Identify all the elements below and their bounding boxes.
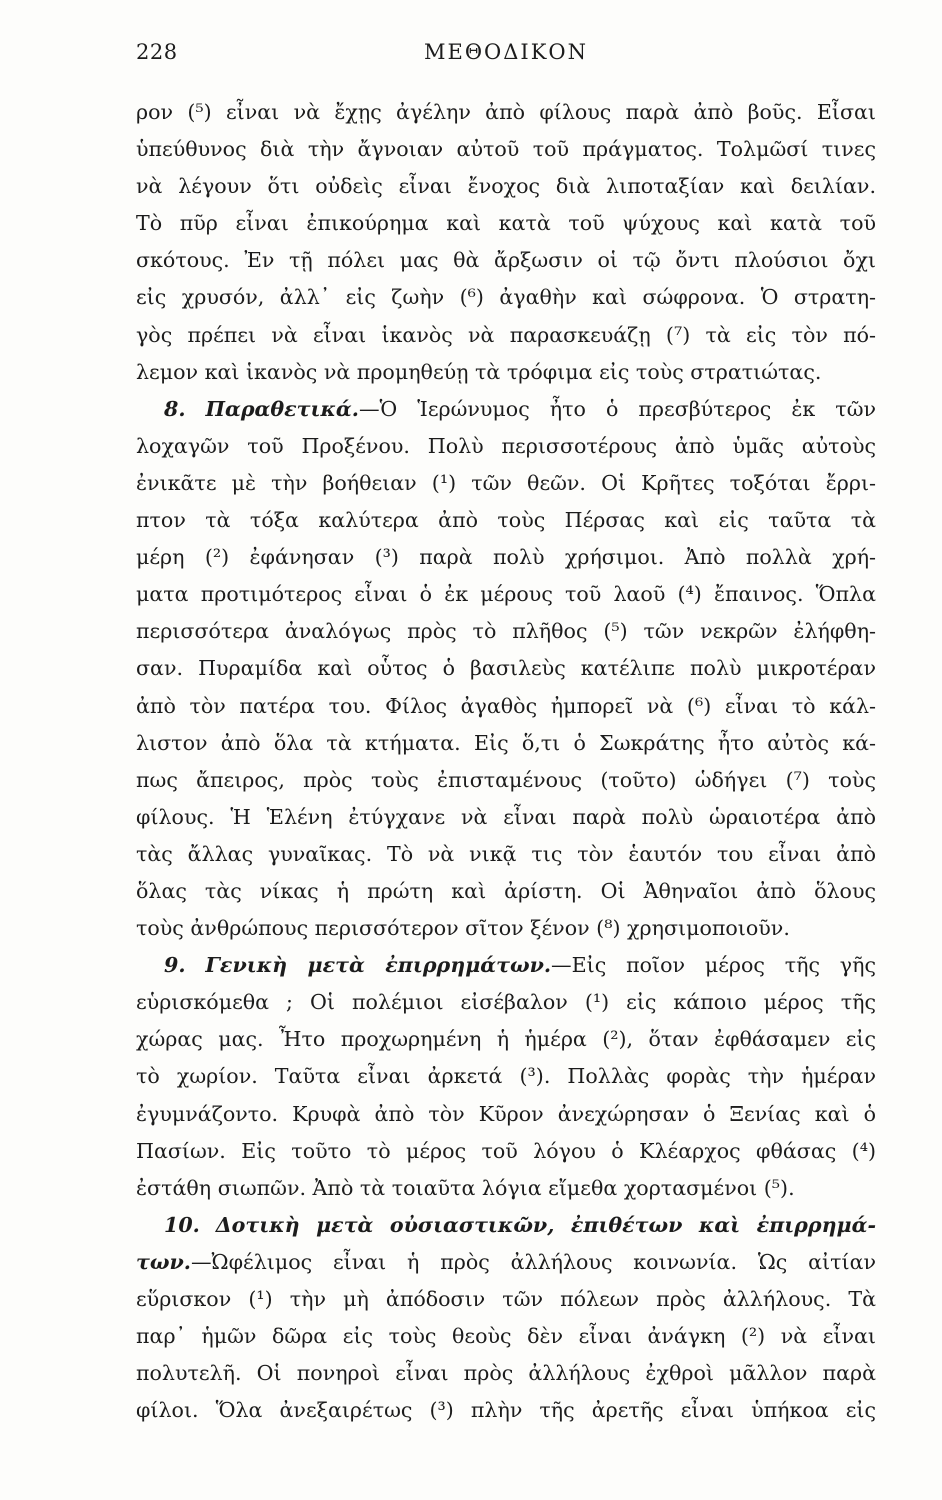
text-line: ὑπεύθυνος διὰ τὴν ἄγνοιαν αὐτοῦ τοῦ πράγματος. Τολμῶσί τινες <box>136 137 876 162</box>
section-10-first-line: —Ὠφέλιμος εἶναι ἡ πρὸς ἀλλήλους κοινωνία. Ὡς αἰτίαν <box>190 1249 876 1274</box>
text-line: τὸ χωρίον. Ταῦτα εἶναι ἀρκετά (³). Πολλὰς φορὰς τὴν ἡμέραν <box>136 1064 876 1089</box>
section-10-title-end: των. <box>136 1249 191 1274</box>
text-line: ἐγυμνάζοντο. Κρυφὰ ἀπὸ τὸν Κῦρον ἀνεχώρησαν ὁ Ξενίας καὶ ὁ <box>136 1101 876 1126</box>
section-8-title: Παραθετικά. <box>205 396 359 421</box>
text-line: Τὸ πῦρ εἶναι ἐπικούρημα καὶ κατὰ τοῦ ψύχους καὶ κατὰ τοῦ <box>136 211 876 236</box>
section-10-heading-line <box>136 1207 876 1244</box>
section-9-heading-line <box>136 947 876 984</box>
text-line: ἐστάθη σιωπῶν. Ἀπὸ τὰ τοιαῦτα λόγια εἴμεθα χορτασμένοι (⁵). <box>136 1175 795 1200</box>
text-line: μέρη (²) ἐφάνησαν (³) παρὰ πολὺ χρήσιμοι. Ἀπὸ πολλὰ χρή- <box>136 545 876 570</box>
text-line: ρον (⁵) εἶναι νὰ ἔχῃς ἀγέλην ἀπὸ φίλους παρὰ ἀπὸ βοῦς. Εἶσαι <box>136 100 876 124</box>
section-9-number: 9. <box>164 953 186 978</box>
text-line: περισσότερα ἀναλόγως πρὸς τὸ πλῆθος (⁵) τῶν νεκρῶν ἐλήφθη- <box>136 619 876 644</box>
text-line: λεμον καὶ ἱκανὸς νὰ προμηθεύῃ τὰ τρόφιμα εἰς τοὺς στρατιώτας. <box>136 359 822 384</box>
text-line: σκότους. Ἐν τῇ πόλει μας θὰ ἄρξωσιν οἱ τῷ ὄντι πλούσιοι ὄχι <box>136 248 876 273</box>
text-line: σαν. Πυραμίδα καὶ οὗτος ὁ βασιλεὺς κατέλιπε πολὺ μικροτέραν <box>136 656 876 681</box>
text-line: πτον τὰ τόξα καλύτερα ἀπὸ τοὺς Πέρσας καὶ εἰς ταῦτα τὰ <box>136 508 876 533</box>
text-line: ὅλας τὰς νίκας ἡ πρώτη καὶ ἀρίστη. Οἱ Ἀθηναῖοι ἀπὸ ὅλους <box>136 878 876 903</box>
text-line: λοχαγῶν τοῦ Προξένου. Πολὺ περισσοτέρους ἀπὸ ὑμᾶς αὐτοὺς <box>136 433 876 458</box>
text-line: παρ᾽ ἡμῶν δῶρα εἰς τοὺς θεοὺς δὲν εἶναι ἀνάγκη (²) νὰ εἶναι <box>136 1324 876 1349</box>
section-9-first-line: —Εἰς ποῖον μέρος τῆς γῆς <box>551 953 876 978</box>
text-line: Πασίων. Εἰς τοῦτο τὸ μέρος τοῦ λόγου ὁ Κλέαρχος φθάσας (⁴) <box>136 1138 876 1163</box>
body-text <box>136 94 876 1429</box>
text-line: ματα προτιμότερος εἶναι ὁ ἐκ μέρους τοῦ λαοῦ (⁴) ἔπαινος. Ὅπλα <box>136 582 876 607</box>
text-line: φίλοι. Ὅλα ἀνεξαιρέτως (³) πλὴν τῆς ἀρετῆς εἶναι ὑπήκοα εἰς <box>136 1398 876 1423</box>
text-line: γὸς πρέπει νὰ εἶναι ἱκανὸς νὰ παρασκευάζῃ (⁷) τὰ εἰς τὸν πό- <box>136 322 876 347</box>
section-8-heading-line <box>136 391 876 428</box>
page-number: 228 <box>136 40 178 64</box>
text-line: φίλους. Ἡ Ἑλένη ἐτύγχανε νὰ εἶναι παρὰ πολὺ ὡραιοτέρα ἀπὸ <box>136 804 876 829</box>
text-line: τὰς ἄλλας γυναῖκας. Τὸ νὰ νικᾷ τις τὸν ἑαυτόν του εἶναι ἀπὸ <box>136 841 876 866</box>
text-line: λιστον ἀπὸ ὅλα τὰ κτήματα. Εἰς ὅ,τι ὁ Σωκράτης ἦτο αὐτὸς κά- <box>136 730 876 755</box>
section-10-number: 10. <box>164 1212 200 1237</box>
section-10-title: Δοτικὴ μετὰ οὐσιαστικῶν, ἐπιθέτων καὶ ἐπιρρημά- <box>215 1212 877 1237</box>
text-line: νὰ λέγουν ὅτι οὐδεὶς εἶναι ἔνοχος διὰ λιποταξίαν καὶ δειλίαν. <box>136 174 876 199</box>
text-line: πολυτελῆ. Οἱ πονηροὶ εἶναι πρὸς ἀλλήλους ἐχθροὶ μᾶλλον παρὰ <box>136 1361 876 1386</box>
text-line: τοὺς ἀνθρώπους περισσότερον σῖτον ξένον (⁸) χρησιμοποιοῦν. <box>136 916 790 941</box>
text-line: ἀπὸ τὸν πατέρα του. Φίλος ἀγαθὸς ἠμπορεῖ νὰ (⁶) εἶναι τὸ κάλ- <box>136 693 876 718</box>
section-8-first-line: —Ὁ Ἱερώνυμος ἦτο ὁ πρεσβύτερος ἐκ τῶν <box>358 396 876 421</box>
running-head: ΜΕΘΟΔΙΚΟΝ <box>423 40 588 64</box>
section-9-title: Γενικὴ μετὰ ἐπιρρημάτων. <box>205 953 552 978</box>
text-line: εὕρισκον (¹) τὴν μὴ ἀπόδοσιν τῶν πόλεων πρὸς ἀλλήλους. Τὰ <box>136 1287 876 1311</box>
text-line: εἰς χρυσόν, ἀλλ᾽ εἰς ζωὴν (⁶) ἀγαθὴν καὶ σώφρονα. Ὁ στρατη- <box>136 285 876 310</box>
section-10-second-line <box>136 1244 876 1281</box>
text-line: χώρας μας. Ἦτο προχωρημένη ἡ ἡμέρα (²), ὅταν ἐφθάσαμεν εἰς <box>136 1027 876 1052</box>
section-8-number: 8. <box>164 396 186 421</box>
text-line: πως ἄπειρος, πρὸς τοὺς ἐπισταμένους (τοῦτο) ὡδήγει (⁷) τοὺς <box>136 767 876 792</box>
text-line: ἐνικᾶτε μὲ τὴν βοήθειαν (¹) τῶν θεῶν. Οἱ Κρῆτες τοξόται ἔρρι- <box>136 470 876 495</box>
text-line: εὑρισκόμεθα ; Οἱ πολέμιοι εἰσέβαλον (¹) εἰς κάποιο μέρος τῆς <box>136 990 876 1015</box>
page-header <box>136 40 876 80</box>
